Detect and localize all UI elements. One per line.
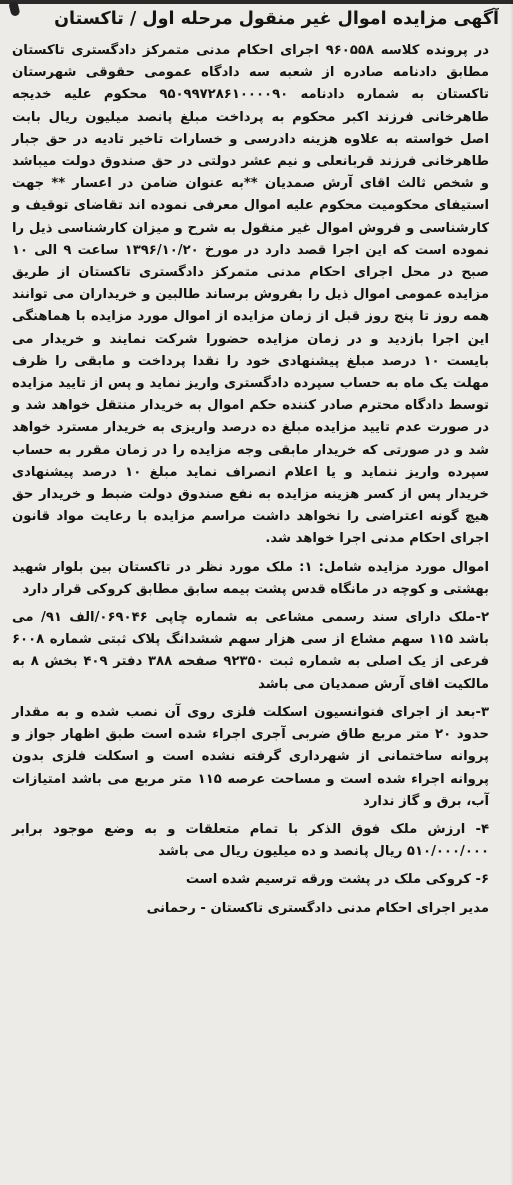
property-item-2: ۲-ملک دارای سند رسمی مشاعی به شماره چاپی ۰۶۹۰۴۶/الف ۹۱/ می باشد ۱۱۵ سهم مشاع از سی هزار سهم ششدانگ پلاک ثبتی شماره ۶۰۰۸ فرعی از یک اصلی به شماره ثبت ۹۲۳۵۰ صفحه ۳۸۸ دفتر ۴۰۹ بخش ۸ به مالکیت اقای آرش صمدیان می باشد xyxy=(12,610,489,692)
notice-paragraph-main: در پرونده کلاسه ۹۶۰۵۵۸ اجرای احکام مدنی متمرکز دادگستری تاکستان مطابق دادنامه صادره از شعبه سه دادگاه عمومی حقوقی شهرستان تاکستان به شماره دادنامه ۹۵۰۹۹۷۲۸۶۱۰۰۰۰۹۰ محکوم علیه خدیجه طاهرخانی فرزند اکبر محکوم به پرداخت مبلغ پانصد میلیون ریال بابت اصل خواسته به علاوه هزینه دادرسی و خسارات تاخیر تادیه در حق جبار طاهرخانی فرزند قربانعلی و نیم عشر دولتی در حق صندوق دولت میباشد و شخص ثالث اقای آرش صمدیان **به عنوان ضامن در اعسار ** جهت استیفای محکومیت محکوم علیه اموال معرفی نموده اند تقاضای توقیف و کارشناسی و فروش اموال غیر منقول به شرح و میزان کارشناسی ذیل را نموده است که این اجرا قصد دارد در مورخ ۱۳۹۶/۱۰/۲۰ ساعت ۹ الی ۱۰ صبح در محل اجرای احکام مدنی متمرکز دادگستری تاکستان از طریق مزایده عمومی اموال ذیل را بفروش برساند طالبین و خریداران می توانند همه روز تا پنج روز قبل از زمان مزایده از اموال مورد مزایده با هماهنگی این اجرا بازدید و در زمان مزایده حضورا شرکت نمایند و خریدار می بایست ۱۰ درصد مبلغ پیشنهادی خود را نقدا پرداخت و مابقی را ظرف مهلت یک ماه به حساب سپرده دادگستری واریز نماید و پس از تایید مزایده توسط دادگاه محترم صادر کننده حکم اموال به خریدار منتقل خواهد شد و در صورت عدم تایید مزایده مبلغ ده درصد واریزی به خریدار مسترد خواهد شد و در صورتی که خریدار مابقی وجه مزایده را در زمان مقرر به حساب سپرده واریز ننماید و یا اعلام انصراف نماید مبلغ ۱۰ درصد پیشنهادی خریدار پس از کسر هزینه مزایده به نفع صندوق دولت ضبط و خریدار حق هیچ گونه اعتراضی را نخواهد داشت مراسم مزایده با رعایت مواد قانون اجرای احکام مدنی اجرا خواهد شد. xyxy=(12,43,490,547)
property-item-6: ۶- کروکی ملک در پشت ورقه ترسیم شده است xyxy=(185,872,489,888)
notice-title: آگهی مزایده اموال غیر منقول مرحله اول / تاکستان xyxy=(54,9,499,29)
property-item-1: اموال مورد مزایده شامل: ۱: ملک مورد نظر در تاکستان بین بلوار شهید بهشتی و کوچه در مانگاه قدس پشت بیمه سابق مطابق کروکی قرار دارد xyxy=(12,559,489,597)
property-item-4: ۴- ارزش ملک فوق الذکر با تمام متعلقات و به وضع موجود برابر ۵۱۰/۰۰۰/۰۰۰ ریال پانصد و ده میلیون ریال می باشد xyxy=(12,821,489,860)
notice-body xyxy=(12,40,489,926)
property-item-3: ۳-بعد از اجرای فنوانسیون اسکلت فلزی روی آن نصب شده و به مقدار حدود ۲۰ متر مربع طاق ضربی آجری اجراء شده است طبق اظهار جواز و پروانه ساختمانی از شهرداری گرفته نشده است و اسکلت فلزی بدون پروانه اجراء شده است و مساحت عرصه ۱۱۵ متر مربع می باشد امتیازات آب، برق و گاز ندارد xyxy=(12,704,489,809)
top-border-rule xyxy=(0,0,513,4)
signature-line: مدیر اجرای احکام مدنی دادگستری تاکستان - رحمانی xyxy=(146,900,489,916)
